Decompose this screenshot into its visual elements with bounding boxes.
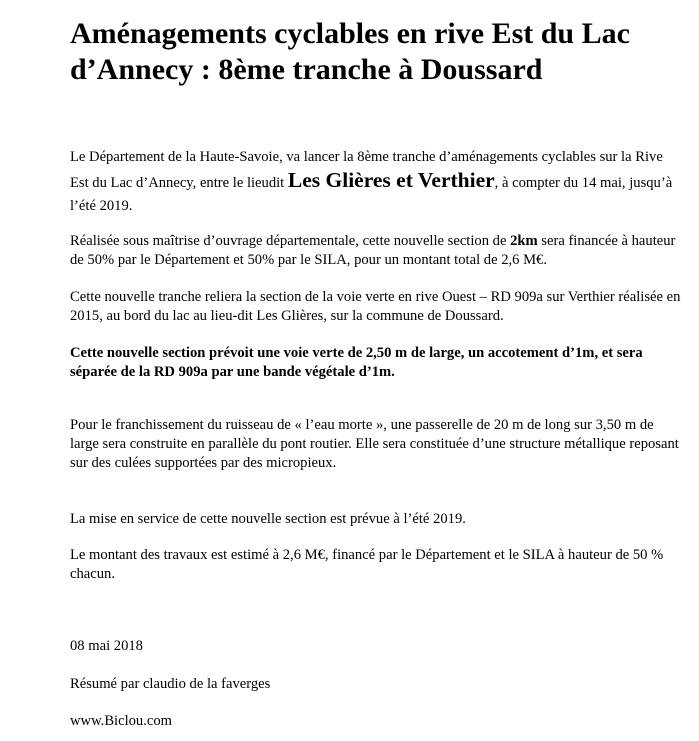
length-highlight: 2km bbox=[510, 233, 538, 249]
publication-date: 08 mai 2018 bbox=[70, 638, 143, 654]
cost-paragraph: Le montant des travaux est estimé à 2,6 M€, financé par le Département et le SILA à hauteur de 50 % chacun. bbox=[70, 547, 664, 582]
intro-paragraph bbox=[70, 146, 685, 218]
website-text: www.Biclou.com bbox=[70, 713, 173, 729]
connection-paragraph: Cette nouvelle tranche reliera la section de la voie verte en rive Ouest – RD 909a sur Verthier réalisée en 2015, au bord du lac au lieu-dit Les Glières, sur la commune de Doussard. bbox=[70, 289, 681, 324]
footbridge-paragraph: Pour le franchissement du ruisseau de « l’eau morte », une passerelle de 20 m de long sur 3,50 m de large sera construite en parallèle du pont routier. Elle sera constituée d’une structure métallique reposant sur des culées supportées par des micropieux. bbox=[70, 417, 679, 471]
page-title: Aménagements cyclables en rive Est du Lac d’Annecy : 8ème tranche à Doussard bbox=[70, 17, 630, 86]
intro-text-end: , à compter du 14 mai, jusqu’à l’été 2019. bbox=[70, 175, 673, 214]
financing-paragraph bbox=[70, 232, 685, 270]
intro-text-start: Le Département de la Haute-Savoie, va lancer la 8ème tranche d’aménagements cyclables sur la Rive Est du Lac d’Annecy, entre le lieudit bbox=[70, 149, 663, 191]
financing-text-start: Réalisée sous maîtrise d’ouvrage départementale, cette nouvelle section de bbox=[70, 233, 511, 249]
opening-paragraph: La mise en service de cette nouvelle section est prévue à l’été 2019. bbox=[70, 511, 466, 527]
financing-text-end: sera financée à hauteur de 50% par le Département et 50% par le SILA, pour un montant total de 2,6 M€. bbox=[70, 233, 676, 268]
author-credit: Résumé par claudio de la faverges bbox=[70, 676, 271, 692]
location-highlight: Les Glières et Verthier bbox=[287, 168, 495, 192]
section-details-paragraph: Cette nouvelle section prévoit une voie verte de 2,50 m de large, un accotement d’1m, et sera séparée de la RD 909a par une bande végétale d’1m. bbox=[70, 345, 643, 380]
